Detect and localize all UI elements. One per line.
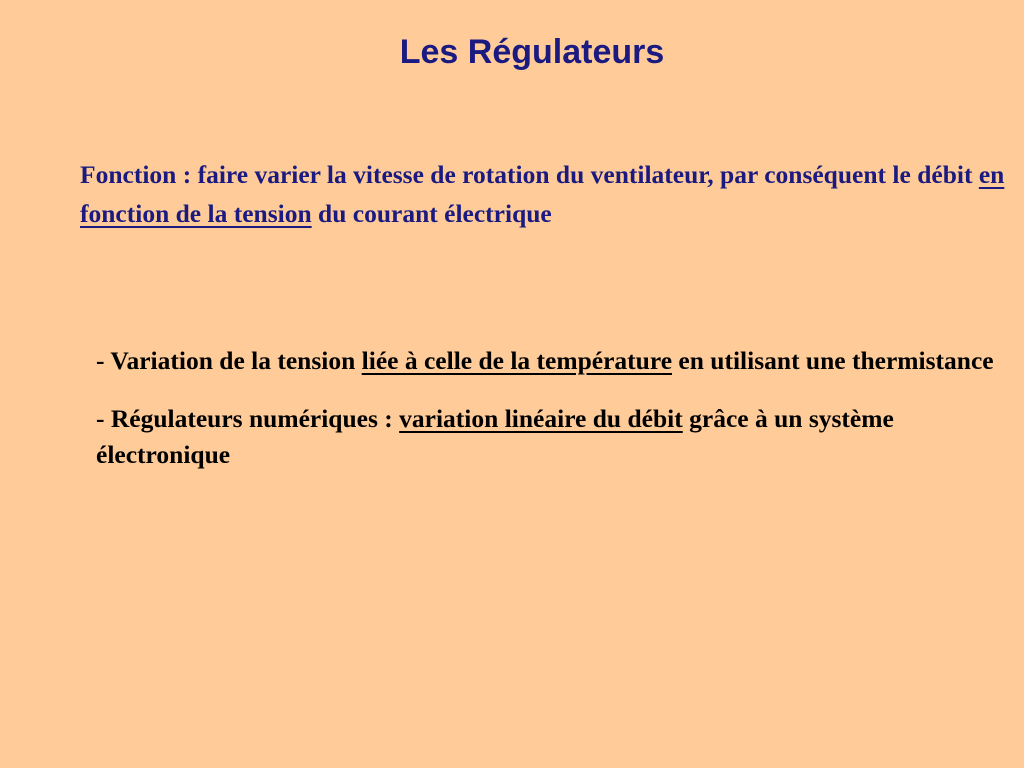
bullet-item-thermistance bbox=[96, 343, 1024, 379]
bullet-underlined-text: variation linéaire du débit bbox=[399, 404, 683, 433]
bullet-prefix: - Régulateurs numériques : bbox=[96, 404, 400, 433]
intro-underlined-text: en fonction de la tension bbox=[80, 160, 1005, 228]
bullet-item-numeriques bbox=[96, 401, 1024, 473]
intro-text: Fonction : faire varier la vitesse de rotation du ventilateur, par conséquent le débit bbox=[80, 160, 979, 189]
intro-paragraph bbox=[80, 156, 1010, 233]
bullet-suffix: en utilisant une thermistance bbox=[672, 346, 994, 375]
slide-title: Les Régulateurs bbox=[399, 33, 665, 71]
bullet-list bbox=[96, 343, 1024, 495]
bullet-prefix: - Variation de la tension bbox=[96, 346, 362, 375]
intro-text-end: du courant électrique bbox=[311, 198, 552, 228]
bullet-underlined-text: liée à celle de la température bbox=[361, 346, 673, 375]
bullet-suffix: grâce à un système électronique bbox=[96, 404, 894, 469]
